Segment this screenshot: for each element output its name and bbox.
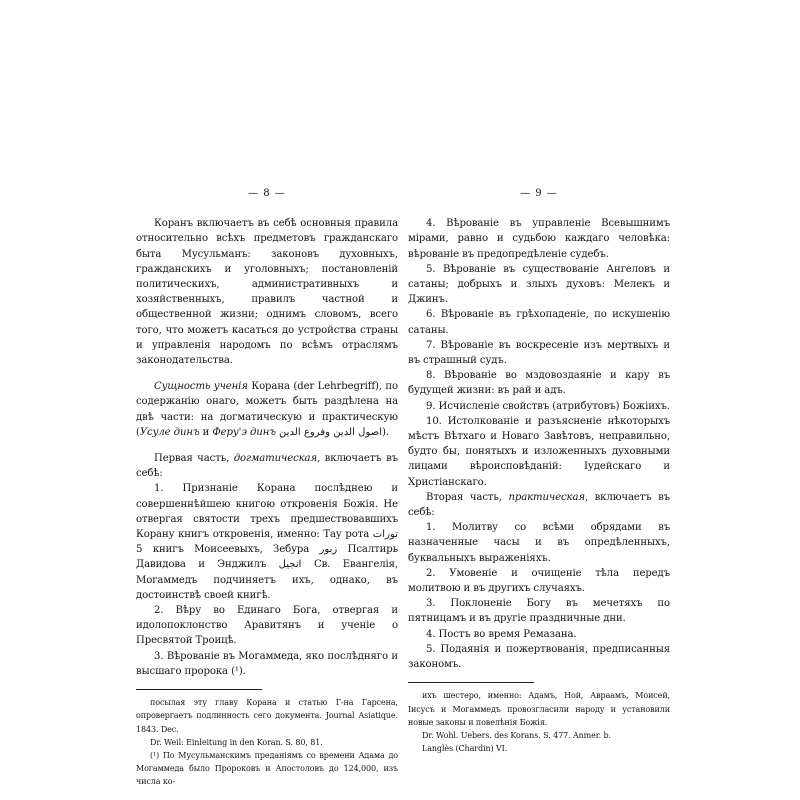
footnote-divider [408,682,534,683]
paragraph: Вторая часть, практическая, включаетъ въ себѣ: [408,491,670,519]
left-page-body [136,216,398,679]
list-item: 6. Вѣрованіе въ грѣхопаденіе, по искушенію сатаны. [408,309,670,336]
list-item: 9. Исчисленіе свойствъ (атрибутовъ) Божіихъ. [426,400,670,412]
list-item: 2. Вѣру во Единаго Бога, отвергая и идолопоклонство Аравитянъ и ученіе о Пресвятой Троицѣ. [136,605,398,647]
page-number-right: — 9 — [520,188,558,199]
right-page-body [408,216,670,672]
list-item: 3. Поклоненіе Богу въ мечетяхъ по пятницамъ и въ другіе праздничные дни. [408,598,670,625]
footnote: Dr. Wohl. Uebers. des Korans. S. 477. Anmer. b. [422,730,611,740]
paragraph: Первая часть, догматическая, включаетъ въ себѣ: [136,453,398,480]
footnote: ихъ шестеро, именно: Адамъ, Ной, Авраамъ, Моисей, Іисусъ и Могаммедъ провозгласили народу и установили новые законы и повелѣнія Божія. [408,691,670,727]
list-item: 1. Молитву со всѣми обрядами въ назначенные часы и въ опредѣленныхъ, буквальныхъ выраженіяхъ. [408,522,670,564]
list-item: 4. Постъ во время Ремазана. [426,628,577,640]
list-item: 7. Вѣрованіе въ воскресеніе изъ мертвыхъ и въ страшный судъ. [408,339,670,367]
list-item: 3. Вѣрованіе въ Могаммеда, яко послѣдняго и высшаго пророка (¹). [136,650,398,677]
list-item: 5. Вѣрованіе въ существованіе Ангеловъ и сатаны; добрыхъ и злыхъ духовъ: Мелекъ и Джинъ. [408,263,670,306]
footnote: (¹) По Мусульманскимъ преданіямъ со времени Адама до Могаммеда было Пророковъ и Апостоловъ до 124,000, изъ числа ко- [136,750,398,787]
list-item: 5. Подаянія и пожертвованія, предписанныя закономъ. [408,643,670,671]
footnote-divider [136,689,262,690]
left-page [136,186,398,789]
right-page [408,186,670,755]
footnote: Langlès (Chardin) VI. [422,744,508,754]
paragraph: Коранъ включаетъ въ себѣ основныя правила относительно всѣхъ предметовъ гражданскаго быта Мусульманъ: законовъ духовныхъ, гражданскихъ и уголовныхъ; постановленій политическихъ, административныхъ и хозяйственныхъ, правилъ частной и общественной жизни; однимъ словомъ, всего того, что можетъ касаться до устройства страны и управленія народомъ по всѣмъ отраслямъ законодательства. [136,218,398,367]
list-item: 1. Признаніе Корана послѣднею и совершеннѣйшею книгою откровенія Божія. Не отвергая святости трехъ предшествовавшихъ Корану книгъ откровенія, именно: Тау рота تورات 5 книгъ Моисеевыхъ, Зебура زبور Псалтирь Давидова и Энджилъ انجيل Св. Евангелія, Могаммедъ подчиняетъ ихъ, однако, въ достоинствѣ своей книгѣ. [136,483,399,601]
paragraph: Сущность ученія Корана (der Lehrbegriff), по содержанію онаго, можетъ быть раздѣлена на двѣ части: на догматическую и практическую (Усуле динъ и Феру'э динъ اصول الدين وفروع الدين). [136,381,398,438]
list-item: 10. Истолкованіе и разъясненіе нѣкоторыхъ мѣстъ Вѣтхаго и Новаго Завѣтовъ, неправильно, будто бы, понятыхъ и изложенныхъ духовными лицами вѣроисповѣданій: Іудейскаго и Христіанскаго. [408,415,670,488]
footnotes-right [408,689,670,755]
list-item: 8. Вѣрованіе во мздовоздаяніе и кару въ будущей жизни: въ рай и адъ. [408,370,670,397]
page-number-left: — 8 — [248,188,286,199]
footnotes-left [136,696,398,788]
footnote: Dr. Weil: Einleitung in den Koran. S. 80, 81. [150,737,323,747]
list-item: 2. Умовеніе и очищеніе тѣла передъ молитвою и въ другихъ случаяхъ. [408,567,670,595]
list-item: 4. Вѣрованіе въ управленіе Всевышнимъ мірами, равно и судьбою каждаго человѣка: вѣрованіе въ предопредѣленіе судебъ. [408,218,670,260]
footnote: посылая эту главу Корана и статью Г-на Гарсена, опровергаетъ подлинность сего документа. Journal Asiatique. 1843. Dec. [136,698,398,734]
